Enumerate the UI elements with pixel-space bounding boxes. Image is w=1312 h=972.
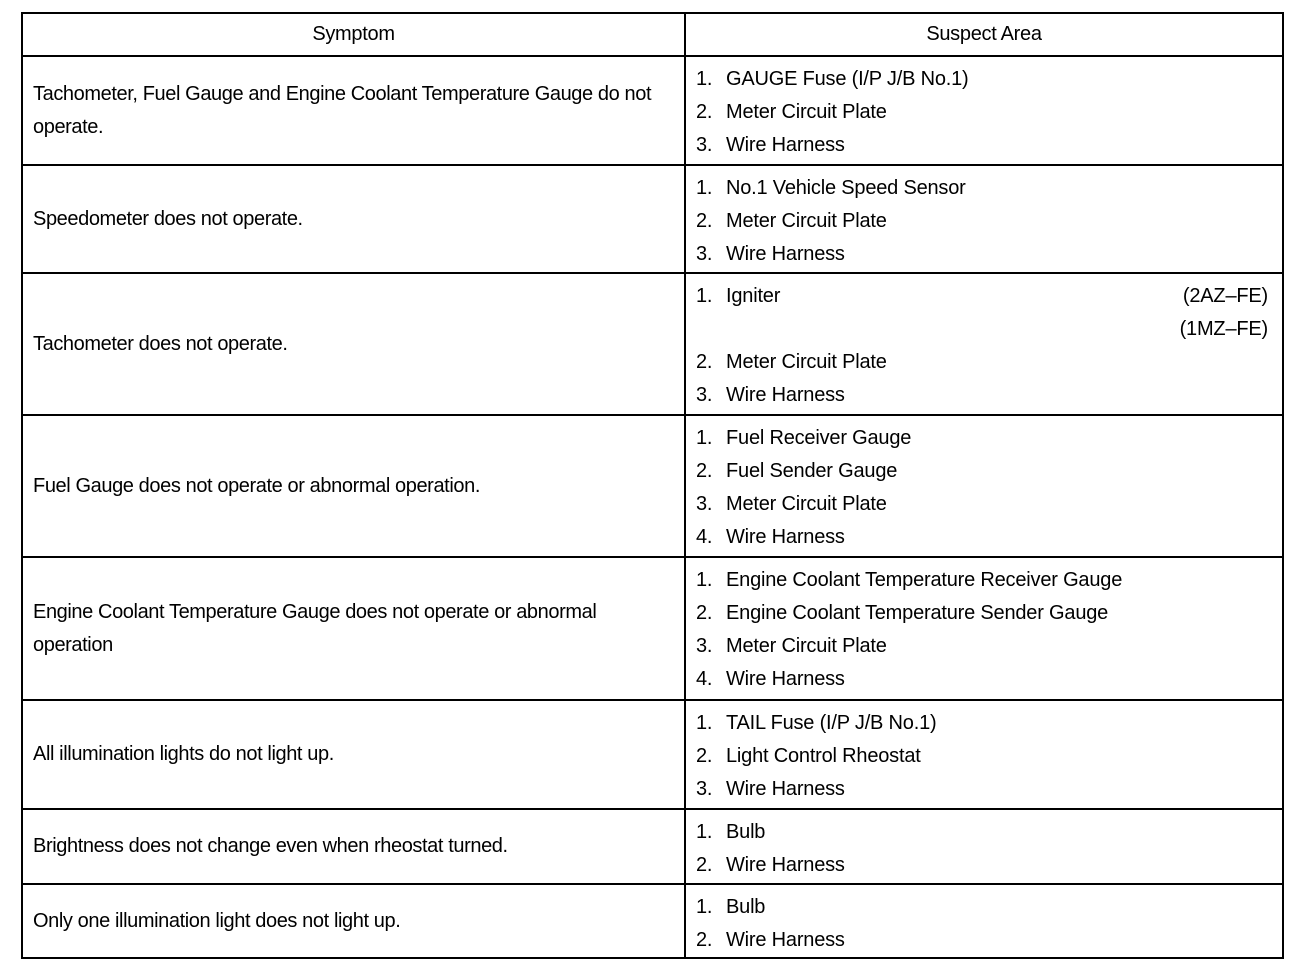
suspect-item: [696, 455, 1268, 488]
item-text: Meter Circuit Plate: [726, 493, 887, 515]
item-text: No.1 Vehicle Speed Sensor: [726, 177, 966, 199]
suspect-area-cell: [686, 558, 1282, 699]
item-text: Fuel Receiver Gauge: [726, 427, 912, 449]
table-row: [23, 57, 1282, 166]
troubleshooting-table: [21, 12, 1284, 959]
item-number: 2.: [696, 929, 713, 951]
item-number: 2.: [696, 101, 713, 123]
suspect-area-cell: [686, 885, 1282, 957]
suspect-item: [696, 313, 1268, 346]
suspect-item: [696, 924, 1268, 957]
suspect-item: [696, 816, 1268, 849]
item-text: Meter Circuit Plate: [726, 210, 887, 232]
table-row: [23, 558, 1282, 701]
item-text: Wire Harness: [726, 668, 845, 690]
item-number: 1.: [696, 285, 713, 307]
item-text: Wire Harness: [726, 526, 845, 548]
symptom-cell: All illumination lights do not light up.: [33, 743, 334, 765]
symptom-cell: Brightness does not change even when rheostat turned.: [33, 835, 508, 857]
item-text: Igniter: [726, 285, 781, 307]
engine-variant-note: (1MZ–FE): [1179, 318, 1268, 340]
item-number: 2.: [696, 351, 713, 373]
item-number: 1.: [696, 569, 713, 591]
item-number: 3.: [696, 778, 713, 800]
suspect-item: [696, 707, 1268, 740]
item-number: 2.: [696, 745, 713, 767]
item-text: Wire Harness: [726, 929, 845, 951]
suspect-item: [696, 849, 1268, 882]
suspect-area-cell: [686, 166, 1282, 272]
engine-variant-note: (2AZ–FE): [1182, 285, 1268, 307]
item-number: 1.: [696, 68, 713, 90]
suspect-item: [696, 280, 1268, 313]
item-number: 2.: [696, 854, 713, 876]
suspect-area-cell: [686, 416, 1282, 556]
item-number: 3.: [696, 243, 713, 265]
suspect-item: [696, 740, 1268, 773]
suspect-area-cell: [686, 701, 1282, 808]
suspect-item: [696, 891, 1268, 924]
item-text: Wire Harness: [726, 134, 845, 156]
item-text: Fuel Sender Gauge: [726, 460, 898, 482]
suspect-item: [696, 597, 1268, 630]
suspect-item: [696, 773, 1268, 806]
table-row: [23, 274, 1282, 416]
item-text: Meter Circuit Plate: [726, 101, 887, 123]
symptom-cell: Tachometer does not operate.: [33, 332, 288, 355]
suspect-area-column-header: Suspect Area: [926, 23, 1042, 45]
item-text: Bulb: [726, 821, 766, 843]
symptom-cell: Speedometer does not operate.: [33, 207, 303, 230]
item-number: 2.: [696, 460, 713, 482]
item-number: 1.: [696, 821, 713, 843]
suspect-item: [696, 521, 1268, 554]
table-row: [23, 416, 1282, 558]
suspect-item: [696, 564, 1268, 597]
suspect-item: [696, 422, 1268, 455]
table-row: [23, 885, 1282, 957]
item-text: Bulb: [726, 896, 766, 918]
symptom-cell: Engine Coolant Temperature Gauge does not operate or abnormal operation: [33, 600, 597, 656]
item-number: 4.: [696, 668, 713, 690]
suspect-area-cell: [686, 57, 1282, 164]
suspect-area-cell: [686, 810, 1282, 883]
table-header-row: [23, 14, 1282, 57]
table-row: [23, 166, 1282, 274]
suspect-item: [696, 630, 1268, 663]
item-text: Wire Harness: [726, 854, 845, 876]
table-row: [23, 701, 1282, 810]
suspect-item: [696, 663, 1268, 696]
item-text: Meter Circuit Plate: [726, 351, 887, 373]
item-number: 4.: [696, 526, 713, 548]
suspect-item: [696, 96, 1268, 129]
table-row: [23, 810, 1282, 885]
suspect-item: [696, 488, 1268, 521]
item-text: Meter Circuit Plate: [726, 635, 887, 657]
suspect-item: [696, 379, 1268, 412]
suspect-item: [696, 129, 1268, 162]
suspect-item: [696, 238, 1268, 271]
item-number: 1.: [696, 427, 713, 449]
suspect-item: [696, 205, 1268, 238]
symptom-cell: Fuel Gauge does not operate or abnormal operation.: [33, 474, 480, 497]
item-number: 1.: [696, 712, 713, 734]
item-text: Wire Harness: [726, 778, 845, 800]
item-number: 1.: [696, 896, 713, 918]
item-number: 3.: [696, 635, 713, 657]
item-number: 3.: [696, 384, 713, 406]
item-number: 2.: [696, 602, 713, 624]
item-text: Engine Coolant Temperature Sender Gauge: [726, 602, 1109, 624]
suspect-item: [696, 346, 1268, 379]
item-text: GAUGE Fuse (I/P J/B No.1): [726, 68, 969, 90]
item-number: 3.: [696, 134, 713, 156]
suspect-item: [696, 172, 1268, 205]
item-number: 2.: [696, 210, 713, 232]
item-text: Engine Coolant Temperature Receiver Gauge: [726, 569, 1123, 591]
item-text: TAIL Fuse (I/P J/B No.1): [726, 712, 937, 734]
symptom-column-header: Symptom: [312, 23, 395, 45]
item-number: 3.: [696, 493, 713, 515]
item-text: Wire Harness: [726, 384, 845, 406]
suspect-area-cell: [686, 274, 1282, 414]
suspect-item: [696, 63, 1268, 96]
item-text: Light Control Rheostat: [726, 745, 921, 767]
item-number: 1.: [696, 177, 713, 199]
symptom-cell: Only one illumination light does not light up.: [33, 909, 401, 932]
symptom-cell: Tachometer, Fuel Gauge and Engine Coolant Temperature Gauge do not operate.: [33, 82, 652, 138]
item-text: Wire Harness: [726, 243, 845, 265]
